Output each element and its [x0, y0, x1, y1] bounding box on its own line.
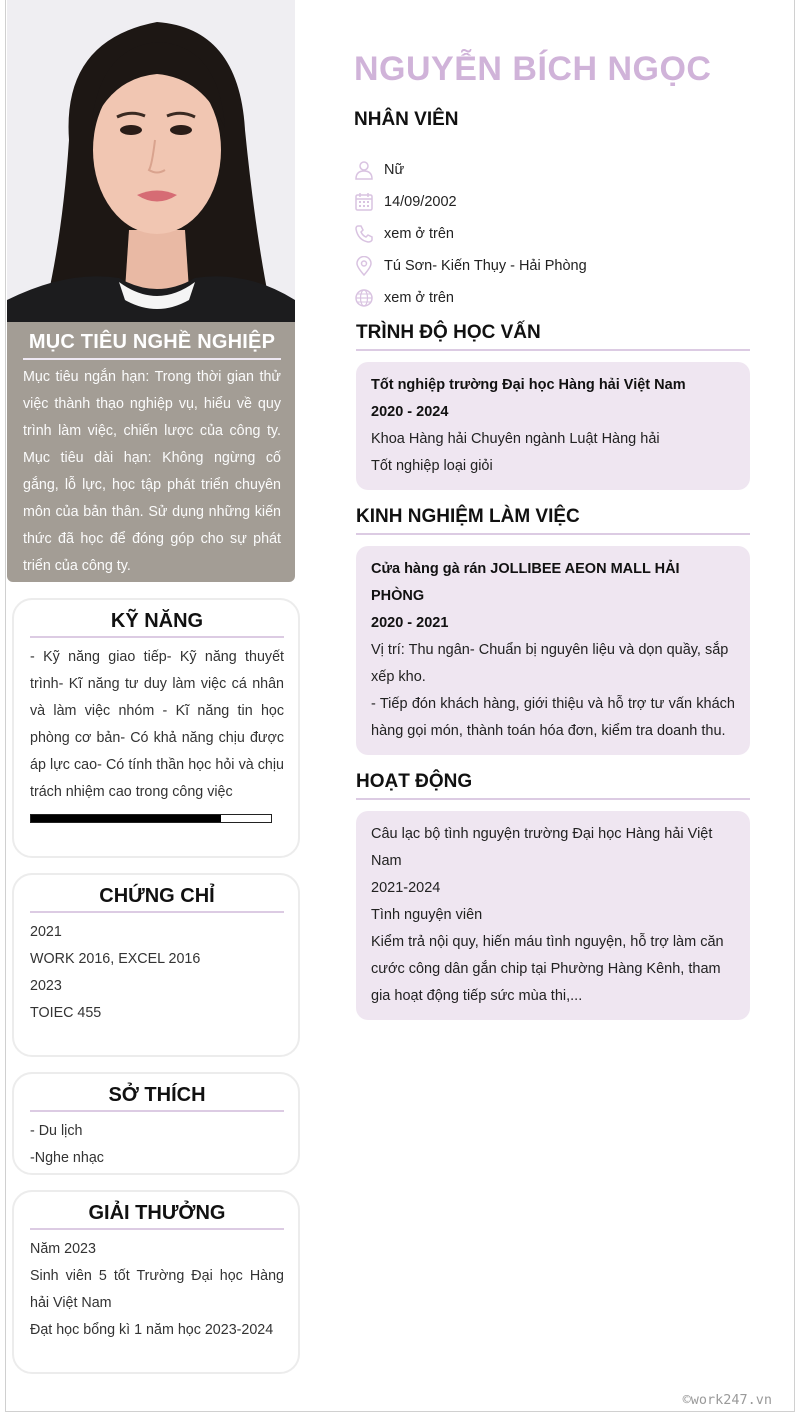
info-phone	[354, 218, 587, 250]
calendar-icon	[354, 192, 374, 212]
skills-text: - Kỹ năng giao tiếp- Kỹ năng thuyết trình- Kĩ năng tư duy làm việc cá nhân và làm việc nhóm - Kĩ năng tin học phòng cơ bản- Có khả năng chịu được áp lực cao- Có tính thần học hỏi và chịu trách nhiệm cao trong công việc	[30, 649, 284, 800]
experience-duties: - Tiếp đón khách hàng, giới thiệu và hỗ trợ tư vấn khách hàng gọi món, thành toán hóa đơn, kiểm tra doanh thu.	[371, 696, 735, 739]
info-text: xem ở trên	[384, 290, 454, 306]
info-gender	[354, 154, 587, 186]
profile-photo	[7, 0, 295, 322]
education-box	[356, 362, 750, 490]
experience-period: 2020 - 2021	[371, 615, 449, 631]
info-text: xem ở trên	[384, 226, 454, 242]
education-detail: Tốt nghiệp loại giỏi	[371, 458, 493, 474]
skill-level-fill	[31, 815, 221, 822]
info-website	[354, 282, 587, 314]
certificate-line: 2023	[30, 978, 62, 994]
portrait-illustration	[7, 0, 295, 322]
certificate-line: WORK 2016, EXCEL 2016	[30, 951, 201, 967]
certificate-line: TOIEC 455	[30, 1005, 102, 1021]
info-birthday	[354, 186, 587, 218]
candidate-name: NGUYỄN BÍCH NGỌC	[354, 50, 712, 88]
career-objective-section	[7, 322, 295, 582]
section-title: MỤC TIÊU NGHỀ NGHIỆP	[23, 331, 281, 360]
section-title: CHỨNG CHỈ	[30, 885, 284, 913]
info-text: Tú Sơn- Kiến Thụy - Hải Phòng	[384, 258, 587, 274]
certificate-line: 2021	[30, 924, 62, 940]
cv-page	[5, 0, 795, 1412]
award-line: Đạt học bổng kì 1 năm học 2023-2024	[30, 1322, 274, 1338]
award-line: Năm 2023	[30, 1241, 96, 1257]
education-period: 2020 - 2024	[371, 404, 449, 420]
activity-details: Kiểm trả nội quy, hiến máu tình nguyện, hỗ trợ làm căn cước công dân gắn chip tại Phường Hàng Kênh, tham gia hoạt động tiếp sức mùa thi,...	[371, 934, 724, 1004]
section-title: GIẢI THƯỞNG	[30, 1202, 284, 1230]
activity-org: Câu lạc bộ tình nguyện trường Đại học Hàng hải Việt Nam	[371, 826, 713, 869]
hobbies-card	[12, 1072, 300, 1175]
section-title: KỸ NĂNG	[30, 610, 284, 638]
info-text: Nữ	[384, 162, 405, 178]
objective-text: Mục tiêu ngắn hạn: Trong thời gian thử việc thành thạo nghiệp vụ, hiểu về quy trình làm việc, chiến lược của công ty. Mục tiêu dài hạn: Không ngừng cố gắng, lỗ lực, học tập phát triển chuyên môn của bản thân. Sử dụng những kiến thức đã học để đóng góp cho sự phát triển của công ty.	[23, 369, 281, 574]
watermark: ©work247.vn	[682, 1392, 772, 1408]
experience-title: KINH NGHIỆM LÀM VIỆC	[356, 506, 750, 535]
experience-position: Vị trí: Thu ngân- Chuẩn bị nguyên liệu và dọn quầy, sắp xếp kho.	[371, 642, 729, 685]
activity-period: 2021-2024	[371, 880, 441, 896]
info-text: 14/09/2002	[384, 194, 457, 210]
skills-card	[12, 598, 300, 858]
education-title: TRÌNH ĐỘ HỌC VẤN	[356, 322, 750, 351]
globe-icon	[354, 288, 374, 308]
certificates-card	[12, 873, 300, 1057]
activities-box	[356, 811, 750, 1020]
personal-info-list	[354, 154, 587, 314]
award-line: Sinh viên 5 tốt Trường Đại học Hàng hải Việt Nam	[30, 1268, 284, 1311]
section-title: SỞ THÍCH	[30, 1084, 284, 1112]
awards-card	[12, 1190, 300, 1374]
activities-title: HOẠT ĐỘNG	[356, 771, 750, 800]
hobby-line: -Nghe nhạc	[30, 1150, 104, 1166]
experience-box	[356, 546, 750, 755]
education-detail: Khoa Hàng hải Chuyên ngành Luật Hàng hải	[371, 431, 660, 447]
hobby-line: - Du lịch	[30, 1123, 83, 1139]
phone-icon	[354, 224, 374, 244]
candidate-role: NHÂN VIÊN	[354, 109, 459, 130]
activity-role: Tình nguyện viên	[371, 907, 483, 923]
experience-company: Cửa hàng gà rán JOLLIBEE AEON MALL HẢI PHÒNG	[371, 561, 680, 604]
education-school: Tốt nghiệp trường Đại học Hàng hải Việt Nam	[371, 377, 686, 393]
info-address	[354, 250, 587, 282]
location-pin-icon	[354, 256, 374, 276]
user-icon	[354, 160, 374, 180]
skill-level-bar	[30, 814, 272, 823]
